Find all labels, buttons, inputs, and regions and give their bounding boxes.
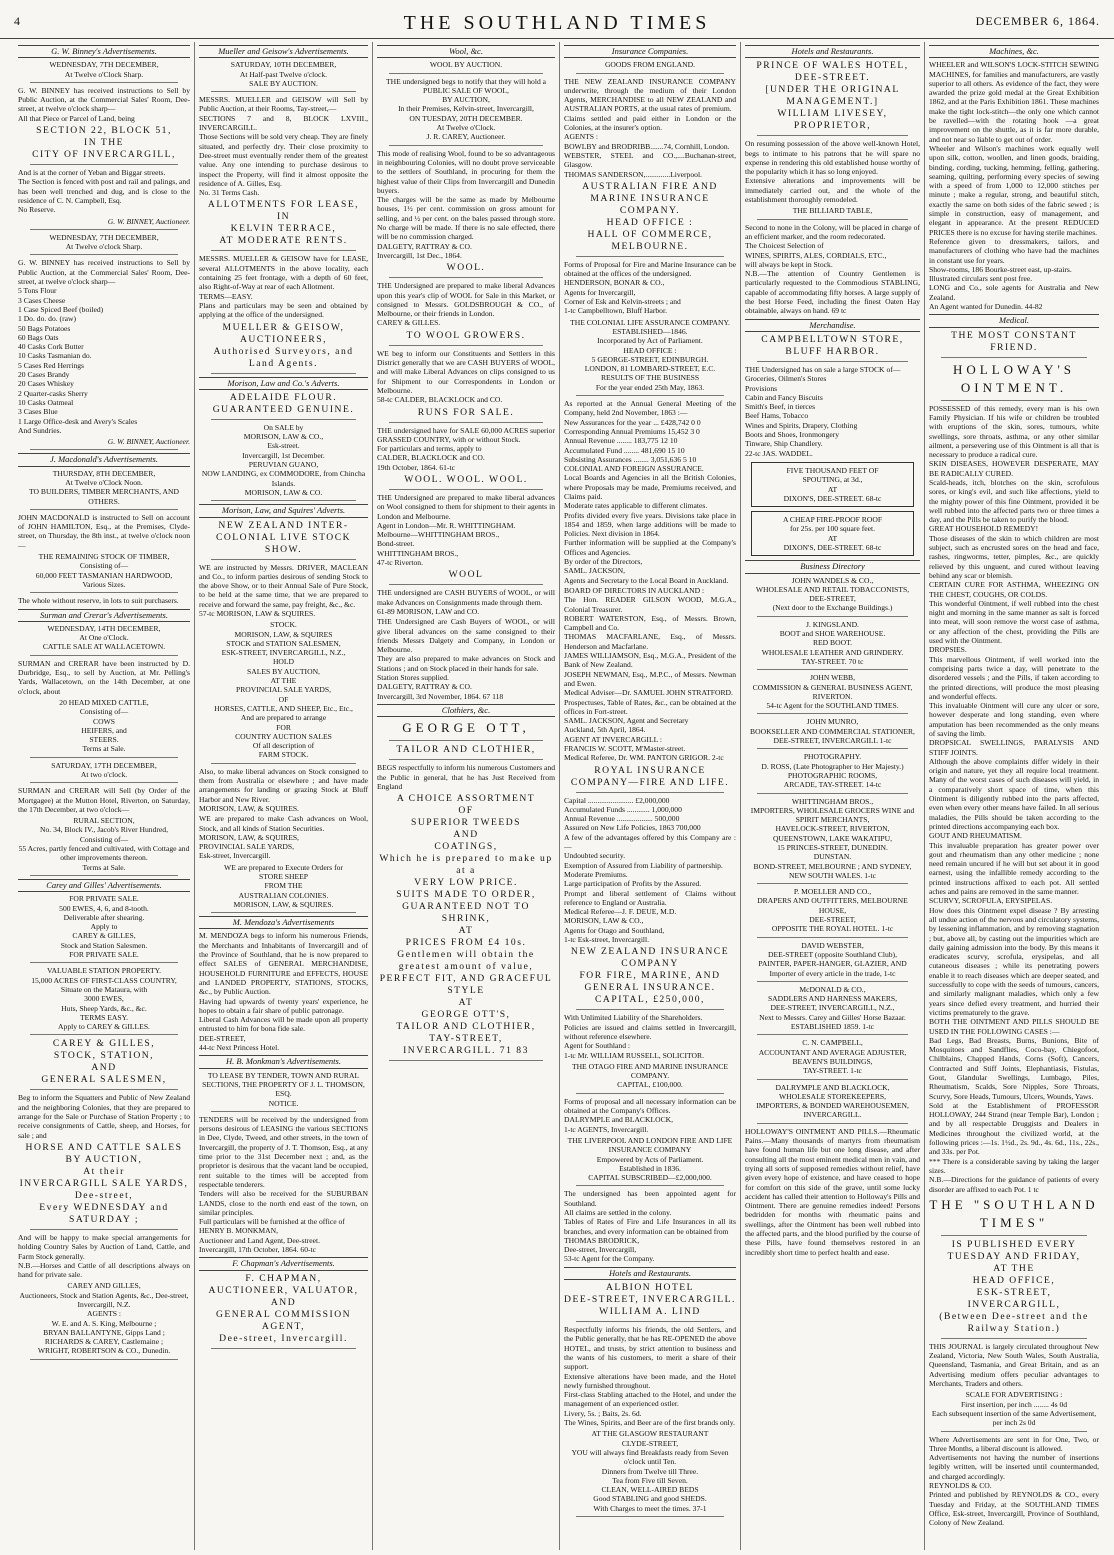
advertisement-text: ALBION HOTEL DEE-STREET, INVERCARGILL. WILLIAM A. LIND [564, 1282, 736, 1318]
advertisement-text: JOHN WEBB, COMMISSION & GENERAL BUSINESS AGENT, RIVERTON. 54-tc Agent for the SOUTHLAND TIMES. [752, 673, 913, 711]
divider [30, 592, 178, 593]
section-heading: Hotels and Restaurants. [564, 1267, 736, 1280]
divider [576, 1185, 724, 1186]
advertisement-text: THIS JOURNAL is largely circulated throughout New Zealand, Victoria, New South Wales, South Australia, Queensland, Tasmania, and Great Britain, and as an Advertising medium offers peculiar advantages to Merchants, Traders and others. [929, 1341, 1099, 1389]
advertisement-text: NEW ZEALAND INSURANCE COMPANY FOR FIRE, MARINE, AND GENERAL INSURANCE. CAPITAL, £250,000, [570, 946, 730, 1006]
divider [389, 345, 543, 346]
divider [576, 1516, 724, 1517]
section-heading: Insurance Companies. [564, 45, 736, 58]
advertisement-text: HOLLOWAY'S OINTMENT. [952, 361, 1076, 395]
section-heading: G. W. Binney's Advertisements. [18, 45, 190, 58]
advertisement-text: G. W. BINNEY, Auctioneer. [107, 216, 190, 226]
advertisement-text: WE are instructed by Messrs. DRIVER, MACLEAN and Co., to inform parties desirous of sending Stock to the above Show, or to their Annual Sale of Pure Stock, to be held at the same time, that we are prepared to receive and forward the same, pay freight, &c., &c. 57-tc MORISON, LAW & SQUIRES. [199, 562, 368, 618]
advertisement-text: 20 HEAD MIXED CATTLE, Consisting of— COWS HEIFERS, and STEERS. Terms at Sale. [59, 697, 149, 754]
divider [576, 256, 724, 257]
advertisement-text: P. MOELLER AND CO., DRAPERS AND OUTFITTERS, MELBOURNE HOUSE, DEE-STREET, OPPOSITE THE ROYAL HOTEL. 1-tc [757, 887, 908, 934]
column-5 [741, 42, 925, 1550]
advertisement-text: G. W. BINNEY, Auctioneer. [107, 437, 190, 447]
divider [576, 792, 724, 793]
advertisement-text: RUNS FOR SALE. [417, 406, 515, 418]
advertisement-text: WOOL. WOOL. WOOL. [404, 473, 528, 485]
divider [757, 219, 908, 220]
divider [389, 584, 543, 585]
divider [389, 422, 543, 423]
advertisement-text: The whole without reserve, in lots to suit purchasers. [18, 596, 179, 606]
divider [30, 1089, 178, 1090]
section-heading: Medical. [929, 314, 1099, 327]
advertisement-text: Forms of Proposal for Fire and Marine Insurance can be obtained at the offices of the undersigned. HENDERSON, BONAR & CO., Agents for Invercargill, Corner of Esk and Kelvin-streets ; and 1-tc Campbelltown, Bluff Harbor. [564, 259, 736, 316]
divider [30, 655, 178, 656]
divider [30, 82, 178, 83]
advertisement-text: A CHOICE ASSORTMENT OF SUPERIOR TWEEDS AND COATINGS, Which he is prepared to make up at a VERY LOW PRICE. SUITS MADE TO ORDER, GUARANTEED NOT TO SHRINK, AT PRICES FROM £4 10s. Gentlemen will obtain the greatest amount of value, PERFECT FIT, AND GRACEFUL STYLE AT GEORGE OTT'S, TAILOR AND CLOTHIER, TAY-STREET, INVERCARGILL. 71 83 [379, 793, 553, 1057]
advertisement-text: Second to none in the Colony, will be placed in charge of an efficient marker, and the room redecorated. The Choicest Selection of WINES, SPIRITS, ALES, CORDIALS, ETC., will always be kept in Stock. N.B.—The attention of Country Gentlemen is particularly requested to the Commodious STABLING, capable of accommodating fifty horses. A large supply of the best Horse Feed, including the finest Oaten Hay obtainable, always on hand. 69 tc [745, 222, 920, 316]
divider [941, 1235, 1087, 1236]
advertisement-text: CAMPBELLTOWN STORE, BLUFF HARBOR. [761, 333, 904, 357]
divider [211, 1111, 356, 1112]
divider [389, 489, 543, 490]
advertisement-text: VALUABLE STATION PROPERTY. 15,000 ACRES OF FIRST-CLASS COUNTRY, Situate on the Mataura, with 3000 EWES, Huts, Sheep Yards, &c., &c. TERMS EASY. Apply to CAREY & GILLES. [31, 966, 177, 1032]
advertisement-text: DALRYMPLE AND BLACKLOCK, WHOLESALE STOREKEEPERS, IMPORTERS, & BONDED WAREHOUSEMEN, INVERCARGILL. [756, 1082, 909, 1120]
advertisement-text: NEW ZEALAND INTER-COLONIAL LIVE STOCK SHOW. [215, 519, 352, 555]
advertisement-text: M. MENDOZA begs to inform his numerous Friends, the Merchants and Inhabitants of Invercargill and of the Province of Southland, that he is now prepared to effect SALES of GENERAL MERCHANDISE, HOUSEHOLD FURNITURE and EFFECTS, HOUSE and LANDED PROPERTY, STATIONS, STOCKS, &c., by Public Auction. Having had upwards of twenty years' experience, he hopes to obtain a fair share of public patronage. Liberal Cash Advances will be made upon all property entrusted to him for bona fide sale. DEE-STREET, 44-tc Next Princess Hotel. [199, 931, 368, 1053]
advertisement-text: MUELLER & GEISOW, AUCTIONEERS, Authorised Surveyors, and Land Agents. [213, 321, 354, 369]
section-heading: J. Macdonald's Advertisements. [18, 453, 190, 466]
advertisement-text: DAVID WEBSTER, DEE-STREET (opposite Southland Club), PAINTER, PAPER-HANGER, GLAZIER, AND Importer of every article in the trade, 1-tc [758, 940, 907, 978]
divider [30, 782, 178, 783]
advertisement-text: THURSDAY, 8TH DECEMBER, At Twelve o'Clock Noon. TO BUILDERS, TIMBER MERCHANTS, AND OTHERS. [29, 468, 179, 506]
advertisement-text: BEGS respectfully to inform his numerous Customers and the Public in general, that he has Just Received from England [377, 763, 555, 791]
advertisement-text: THE Undersigned are Cash Buyers of WOOL, or will give liberal advances on the same consigned to their friends Messrs Dalgety and Company, in London or Melbourne. They are also prepared to make advances on Stock and Stations ; and on Stock placed in their hands for sale. Station Stores supplied. DALGETY, RATTRAY & CO. Invercargill, 3rd November, 1864. 67 118 [377, 617, 555, 701]
section-heading: Hotels and Restaurants. [745, 45, 920, 58]
advertisement-text: TENDERS will be received by the undersigned from persons desirous of LEASING the various SECTIONS in Dee, Clyde, Tweed, and other streets, in the town of Invercargill, the property of J. T. Thomson, Esq., at any time prior to the 31st December next ; and, as the proprietor is desirous that the vacant land be occupied, rent suitable to the times will be accepted from respectable tenderers. Tenders will also be received for the SUBURBAN LANDS, close to the north end east of the town, on similar principles. Full particulars will be furnished at the office of HENRY B. MONKMAN, Auctioneer and Land Agent, Dee-street. Invercargill, 17th October, 1864. 60-tc [199, 1114, 368, 1254]
advertisement-text: On SALE by MORISON, LAW & CO., Esk-street. Invercargill, 1st December. PERUVIAN GUANO, NOW LANDING, ex COMMODORE, from Chincha Islands. MORISON, LAW & CO. [201, 422, 366, 497]
section-heading: Mueller and Geisow's Advertisements. [199, 45, 368, 58]
advertisement-text: WEDNESDAY, 7TH DECEMBER, At Twelve o'Clock Sharp. [49, 60, 159, 79]
advertisement-text: JOHN MUNRO, BOOKSELLER AND COMMERCIAL STATIONER, DEE-STREET, INVERCARGILL 1-tc [750, 717, 915, 746]
column-2 [195, 42, 373, 1550]
advertisement-text: WE beg to inform our Constituents and Settlers in this District generally that we are CASH BUYERS of WOOL, and will make Liberal Advances on clips consigned to us for Shipment to our Correspondents in London or Melbourne. 58-tc CALDER, BLACKLOCK and CO. [377, 348, 555, 405]
advertisement-text: The undersigned has been appointed agent for Southland. All claims are settled in the colony. Tables of Rates of Fire and Life Insurances in all its branches, and every information can be obtained from THOMAS BRODRICK, Dee-street, Invercargill, 53-tc Agent for the Company. [564, 1189, 736, 1264]
section-heading: F. Chapman's Advertisements. [199, 1257, 368, 1270]
advertisement-text: RURAL SECTION, No. 34, Block IV., Jacob's River Hundred, Consisting of— 55 Acres, partly fenced and cultivated, with Cottage and other improvements thereon. Terms at Sale. [18, 816, 190, 872]
divider [941, 357, 1087, 358]
divider [211, 500, 356, 501]
advertisement-text: WHITTINGHAM BROS., IMPORTERS, WHOLESALE GROCERS WINE and SPIRIT MERCHANTS, HAVELOCK-STREET, RIVERTON, QUEENSTOWN, LAKE WAKATIPU, 15 PRINCES-STREET, DUNEDIN. DUNSTAN. BOND-STREET, MELBOURNE ; AND SYDNEY, NEW SOUTH WALES. 1-tc [750, 796, 915, 880]
advertisement-text: HORSE AND CATTLE SALES BY AUCTION, At their INVERCARGILL SALE YARDS, Dee-street, Every WEDNESDAY and SATURDAY ; [19, 1141, 189, 1225]
advertisement-text: MESSRS. MUELLER & GEISOW have for LEASE, several ALLOTMENTS in the above locality, each containing 25 feet frontage, with a depth of 60 feet, also Right-of-Way at rear of each Allotment. TERMS—EASY. Plans and particulars may be seen and obtained by applying at the office of the undersigned. [199, 254, 368, 320]
advertisement-text: SATURDAY, 10TH DECEMBER, At Half-past Twelve o'clock. SALE BY AUCTION. [230, 60, 337, 88]
advertisement-text: HOLLOWAY'S OINTMENT AND PILLS.—Rheumatic Pains.—Many thousands of martyrs from rheumatism have found human life but one long disease, and after consulting all the most eminent medical men in vain, and trying all sorts of supposed remedies without relief, have given every hope of existence, and have ceased to hope for comfort on this side of the grave, until some lucky accident has called their attention to Holloway's Pills and Ointment. There are genuine remedies indeed! Persons bedridden for months with rheumatic pains and swellings, after the Ointment has been well rubbed into the affected parts, and the blood purified by the course of these Pills, have found themselves restored in an incredibly short time to perfect health and ease. [745, 1126, 920, 1257]
advertisement-text: Where Advertisements are sent in for One, Two, or Three Months, a liberal discount is allowed. Advertisements not having the number of insertions legibly written, will be inserted until countermanded, and charged accordingly. REYNOLDS & CO. Printed and published by REYNOLDS & CO., every Tuesday and Friday, at the SOUTHLAND TIMES Office, Esk-street, Invercargill, Province of Southland, Colony of New Zealand. [929, 1434, 1099, 1528]
divider [211, 91, 356, 92]
masthead: THE SOUTHLAND TIMES [403, 12, 711, 34]
advertisement-text: TAILOR AND CLOTHIER, [396, 744, 536, 756]
advertisement-text: Forms of proposal and all necessary information can be obtained at the Company's Offices. DALRYMPLE and BLACKLOCK, 1-tc AGENTS, Invercargill. [564, 1096, 736, 1134]
page-header [0, 10, 1114, 39]
advertisement-text: WEDNESDAY, 14TH DECEMBER, At One o'Clock. CATTLE SALE AT WALLACETOWN. [42, 623, 166, 652]
advertisement-text: THE "SOUTHLAND TIMES" [929, 1196, 1099, 1230]
advertisement-text: A CHEAP FIRE-PROOF ROOF for 25s. per 100 square feet. AT DIXON'S, DEE-STREET. 68-tc [751, 511, 914, 556]
section-heading: Machines, &c. [929, 45, 1099, 58]
advertisement-text: SECTION 22, BLOCK 51, IN THE CITY OF INVERCARGILL, [32, 125, 176, 161]
advertisement-text: ALLOTMENTS FOR LEASE, IN KELVIN TERRACE, AT MODERATE RENTS. [207, 199, 360, 247]
divider [211, 419, 356, 420]
advertisement-text: POSSESSED of this remedy, every man is his own Family Physician. If his wife or children be troubled with eruptions of the skin, sores, tumours, white swellings, sore throats, asthma, or any other similar ailment, a persevering use of this Ointment is all that is necessary to produce a radical cure. SKIN DISEASES, HOWEVER DESPERATE, MAY BE RADICALLY CURED. Scald-heads, itch, blotches on the skin, scrofulous sores, or king's evil, and such like affections, yield to the mighty power of this fine Ointment, provided it be well rubbed into the affected parts two or three times a day, and the Pills be taken to purify the blood. GREAT HOUSEHOLD REMEDY! Those diseases of the skin to which children are most subject, such as encrusted sores on the head and face, rashes, ringworms, tetter, pimples, &c., are quickly relieved by this unguent, and cured without leaving behind any scar or blemish. CERTAIN CURE FOR ASTHMA, WHEEZING ON THE CHEST, COUGHS, OR COLDS. This wonderful Ointment, if well rubbed into the chest night and morning in the same manner as salt is forced into meat, will soon remove the worst case of asthma, or any affection of the chest, providing the Pills are used with the Ointment. DROPSIES. This marvellous Ointment, if well worked into the comprising parts twice a day, will penetrate to the disordered vessels ; and the Pills, if taken according to the printed directions, will produce the most pleasing and wonderful effects. This invaluable Ointment will cure any ulcer or sore, however desperate and long standing, even where amputation has been recommended as the only means of saving the limb. DROPSICAL SWELLINGS, PARALYSIS AND STIFF JOINTS. Although the above complaints differ widely in their origin and nature, yet they all require local treatment. Many of the worst cases of such diseases will yield, in a comparatively short space of time, when this Ointment is diligently rubbed into the parts affected, even when every other means have failed. In all serious maladies, the Pills should be taken according to the printed directions accompanying each box. GOUT AND RHEUMATISM. This invaluable preparation has greater power over gout and rheumatism than any other medicine ; none need remain uncured if he will but set about it in good earnest, using the infallible remedy according to the printed instructions affixed to each pot. All settled aches and pains are removed in the same manner. SCURVY, SCROFULA, ERYSIPELAS. How does this Ointment expel disease ? By arresting all undue action of the nervous and circulatory systems, by lessening inflammation, and by removing stagnation ; but, above all, by casting out the impurities which are daily gaining admission into the body. By this means it eradicates scurvy, scrofula, erysipelas, and all cutaneous diseases ; while its penetrating powers enable it to reach diseases which are deeper seated, and successfully to cope with the seeds of tumours, cancers, and similarly malignant maladies, which only a few years since defied every treatment, and hurried their victims prematurely to the grave. BOTH THE OINTMENT AND PILLS SHOULD BE USED IN THE FOLLOWING CASES :— Bad Legs, Bad Breasts, Burns, Bunions, Bite of Mosquitoes and Sandflies, Coco-bay, Chiegofoot, Chilblains, Chapped Hands, Corns (Soft), Cancers, Contracted and Stiff Joints, Elephantiasis, Fistulas, Gout, Glandular Swellings, Lumbago, Piles, Rheumatism, Scalds, Sore Nipples, Sore Throats, Scurvy, Sore Heads, Tumours, Ulcers, Wounds, Yaws. Sold at the Establishment of PROFESSOR HOLLOWAY, 244 Strand (near Temple Bar), London ; and by all respectable Druggists and Dealers in Medicines throughout the civilized world, at the following prices :—1s. 1½d., 2s. 9d., 4s. 6d., 11s., 22s., and 33s. per Pot. *** There is a considerable saving by taking the larger sizes. N.B.—Directions for the guidance of patients of every disorder are affixed to each Pot. 1 tc [929, 403, 1099, 1194]
divider [211, 373, 356, 374]
advertisement-text: SCALE FOR ADVERTISING : First insertion, per inch ........ 4s 0d Each subsequent insertion of the same Advertisement, per inch 2s 0d [931, 1390, 1097, 1428]
divider [389, 145, 543, 146]
advertisement-text: GEORGE OTT, [402, 720, 530, 736]
advertisement-text: On resuming possession of the above well-known Hotel, begs to intimate to his patrons that he will spare no expense in rendering this old established house worthy of the popularity which it has so long enjoyed. Extensive alterations and improvements will be immediately carried out, and the whole of the establishment thoroughly remodeled. [745, 139, 920, 205]
advertisement-text: Capital ........................ £2,000,000 Accumulated Funds ............ 1,000,000 Annual Revenue ................... 500,000 Assured on New Life Policies, 1863 700,000 A few of the advantages offered by this Company are :— Undoubted security. Exemption of Assured from Liability of partnership. Moderate Premiums. Large participation of Profits by the Assured. Prompt and liberal settlement of Claims without reference to England or Australia. Medical Referee—J. F. DEUE, M.D. MORISON, LAW & CO., Agents for Otago and Southland, 1-tc Esk-street, Invercargill. [564, 795, 736, 945]
advertisement-text: WE are prepared to make Cash advances on Wool, Stock, and all kinds of Station Securities. MORISON, LAW, & SQUIRES, PROVINCIAL SALE YARDS, Esk-street, Invercargill. [199, 814, 368, 861]
advertisement-text: THE LIVERPOOL AND LONDON FIRE AND LIFE INSURANCE COMPANY Empowered by Acts of Parliament. Established in 1836. CAPITAL SUBSCRIBED—£2,000,000. [567, 1135, 733, 1183]
divider [941, 1431, 1087, 1432]
divider [757, 937, 908, 938]
divider [211, 1348, 356, 1349]
divider [941, 400, 1087, 401]
divider [757, 981, 908, 982]
divider [30, 875, 178, 876]
divider [389, 277, 543, 278]
advertisement-text: JOHN MACDONALD is instructed to Sell on account of JOHN HAMILTON, Esq., at the Premises, Clyde-street, on Thursday, the 8th inst., at twelve o'clock noon— [18, 512, 190, 550]
divider [757, 361, 908, 362]
advertisement-text: THE Undersigned are prepared to make liberal Advances upon this year's clip of WOOL for Sale in this Market, or consigned to Messrs. GOLDSBROUGH & CO., of Melbourne, or their friends in London. CAREY & GILLES. [377, 281, 555, 328]
advertisement-text: WOOL [448, 569, 484, 581]
advertisement-text: THE REMAINING STOCK OF TIMBER, Consisting of— 60,000 FEET TASMANIAN HARDWOOD, Various Sizes. [35, 552, 173, 589]
advertisement-text: PRINCE OF WALES HOTEL, DEE-STREET. [UNDER THE ORIGINAL MANAGEMENT.] WILLIAM LIVESEY, PROPRIETOR, [756, 60, 909, 132]
divider [211, 250, 356, 251]
divider [757, 669, 908, 670]
divider [389, 759, 543, 760]
divider [30, 1034, 178, 1035]
divider [576, 1009, 724, 1010]
advertisement-text: With Unlimited Liability of the Shareholders. Policies are issued and claims settled in Invercargill, without reference elsewhere. Agent for Southland : 1-tc Mr. WILLIAM RUSSELL, SOLICITOR. [564, 1013, 736, 1060]
divider [757, 883, 908, 884]
column-6 [925, 42, 1103, 1550]
section-heading: Carey and Gilles' Advertisements. [18, 879, 190, 892]
divider [757, 135, 908, 136]
divider [30, 962, 178, 963]
divider [30, 1359, 178, 1360]
divider [757, 616, 908, 617]
divider [30, 509, 178, 510]
advertisement-text: And is at the corner of Yeban and Biggar streets. The Section is fenced with post and rail and palings, and has been well trenched and dug, and is close to the residence of C. N. Campbell, Esq. No Reserve. [18, 168, 190, 215]
advertisement-text: STOCK. MORISON, LAW, & SQUIRES STOCK and STATION SALESMEN, ESK-STREET, INVERCARGILL, N.Z., HOLD SALES BY AUCTION, AT THE PROVINCIAL SALE YARDS, OF HORSES, CATTLE, AND SHEEP, Etc., Etc., And are prepared to arrange FOR COUNTRY AUCTION SALES Of all description of FARM STOCK. [214, 620, 353, 760]
advertisement-text: WOOL. [446, 262, 486, 274]
advertisement-text: SURMAN and CRERAR will Sell (by Order of the Mortgagee) at the Mutton Hotel, Riverton, on Saturday, the 17th December, at two o'clock— [18, 786, 190, 814]
column-3 [373, 42, 560, 1550]
advertisement-text: Respectfully informs his friends, the old Settlers, and the Public generally, that he has RE-OPENED the above HOTEL, and trusts, by strict attention to business and the wants of his customers, to merit a share of their support. Extensive alterations have been made, and the Hotel newly furnished throughout. First-class Stabling attached to the Hotel, and under the management of an experienced ostler. Livery, 5s. ; Baits, 2s. 6d. The Wines, Spirits, and Beer are of the first brands only. [564, 1325, 736, 1428]
divider [757, 748, 908, 749]
section-heading: Wool, &c. [377, 45, 555, 58]
advertisement-text: TO LEASE BY TENDER, TOWN AND RURAL SECTIONS, THE PROPERTY OF J. L. THOMSON, ESQ. NOTICE. [202, 1070, 365, 1108]
divider [576, 1321, 724, 1322]
advertisement-text: AT THE GLASGOW RESTAURANT CLYDE-STREET, YOU will always find Breakfasts ready from Seven o'clock until Ten. Dinners from Twelve till Three. Tea from Five till Seven. CLEAN, WELL-AIRED BEDS Good STABLING and good SHEDS. With Charges to meet the times. 37-1 [571, 1429, 729, 1513]
advertisement-text: CAREY AND GILLES, Auctioneers, Stock and Station Agents, &c., Dee-street, Invercargill, N.Z. AGENTS : W. E. and A. S. King, Melbourne ; BRYAN BALLANTYNE, Gipps Land ; RICHARDS & CAREY, Castlemaine ; WRIGHT, ROBERTSON & CO., Dunedin. [19, 1281, 189, 1356]
advertisement-text: WHEELER and WILSON'S LOCK-STITCH SEWING MACHINES, for families and manufacturers, are vastly superior to all others. As evidence of the fact, they were awarded the prize gold medal at the Great Exhibition 1862, and at the Paris Exhibition 1861. These machines make the tight lock-stitch—the only one which cannot be ravelled—with the rotating hook —a great improvement on the shuttle, as it is far more durable, and not near so liable to get out of order. Wheeler and Wilson's machines work equally well upon silk, cotton, woollen, and linen goods, braiding, binding, cording, tucking, hemming, felling, gathering, seaming, quilting, performing every species of sewing with a speed of from 1,000 to 12,000 stitches per minute ; make a regular, strong, and beautiful stitch, exactly the same on both sides of the fabric sewed ; is simple in construction, easy of management, and elegant in appearance. At the present REDUCED PRICES there is no excuse for having sterile machines. Reference given to dressmakers, tailors, and manufacturers of clothing who have had the machines in constant use for years. Show-rooms, 186 Bourke-street east, up-stairs. Illustrated circulars sent post free. LONG and Co., sole agents for Australia and New Zealand. An Agent wanted for Dunedin. 44-82 [929, 60, 1099, 312]
advertisement-text: J. KINGSLAND. BOOT and SHOE WAREHOUSE. RED BOOT. WHOLESALE LEATHER AND GRINDERY. TAY-STREET. 70 tc [761, 619, 904, 666]
divider [757, 1123, 908, 1124]
advertisement-text: Beg to inform the Squatters and Public of New Zealand and the neighboring Colonies, that they are prepared to arrange for the Sale or Purchase of Station Property ; to receive consignments of Cattle, sheep, and Horses, for sale ; and [18, 1093, 190, 1140]
advertisement-text: G. W. BINNEY has received instructions to Sell by Public Auction, at the Commercial Sales' Room, Dee-street, at twelve o'clock sharp— All that Piece or Parcel of Land, being [18, 85, 190, 123]
advertisement-text: WOOL BY AUCTION. [429, 60, 503, 70]
advertisement-text: THE Undersigned are prepared to make liberal advances on Wool consigned to them for shipment to their agents in London and Melbourne. Agent in London—Mr. R. WHITTINGHAM. Melbourne—WHITTINGHAM BROS., Bond-street. WHITTINGHAM BROS., 47-tc Riverton. [377, 492, 555, 568]
advertisement-text: PHOTOGRAPHY. D. ROSS, (Late Photographer to Her Majesty.) PHOTOGRAPHIC ROOMS, ARCADE, TAY-STREET. 14-tc [761, 752, 904, 790]
column-1 [14, 42, 195, 1550]
divider [30, 757, 178, 758]
divider [30, 229, 178, 230]
advertisement-text: GOODS FROM ENGLAND. [604, 60, 696, 70]
advertisement-text: WE are prepared to Execute Orders for STORE SHEEP FROM THE AUSTRALIAN COLONIES. MORISON, LAW, & SQUIRES. [224, 862, 343, 909]
advertisement-text: THE undersigned have for SALE 60,000 ACRES superior GRASSED COUNTRY, with or without Stock. For particulars and terms, apply to CALDER, BLACKLOCK and CO. 19th October, 1864. 61-tc [377, 425, 555, 472]
advertisement-text: TO WOOL GROWERS. [406, 329, 526, 341]
section-heading: Morison, Law, and Squires' Adverts. [199, 504, 368, 517]
divider [757, 793, 908, 794]
advertisement-text: CAREY & GILLES, STOCK, STATION, AND GENERAL SALESMEN, [41, 1038, 167, 1086]
advertisement-text: THE undersigned begs to notify that they will hold a PUBLIC SALE OF WOOL, BY AUCTION, In their Premises, Kelvin-street, Invercargill, ON TUESDAY, 20TH DECEMBER. At Twelve o'Clock. J. R. CAREY, Auctioneer. [385, 76, 547, 142]
divider [30, 449, 178, 450]
advertisement-text: As reported at the Annual General Meeting of the Company, held 2nd November, 1863 :— New Assurances for the year ... £428,742 0 0 Corresponding Annual Premiums 15,452 3 0 Annual Revenue ........ 183,775 12 10 Accumulated Fund ........ 481,690 15 10 Subsisting Assurances ........ 3,051,636 5 10 COLONIAL AND FOREIGN ASSURANCE. Local Boards and Agencies in all the British Colonies, where Proposals may be made, Premiums received, and Claims paid. Moderate rates applicable to different climates. Profits divided every five years. Divisions take place in 1854 and 1859, when large additions will be made to Policies. Next division in 1864. Further information will be supplied at the Company's Offices and Agencies. By order of the Directors, SAML. JACKSON, Agents and Secretary to the Local Board in Auckland. [564, 399, 736, 585]
divider [30, 164, 178, 165]
advertisement-text: THE COLONIAL LIFE ASSURANCE COMPANY. ESTABLISHED—1846. Incorporated by Act of Parliament. HEAD OFFICE : 5 GEORGE-STREET, EDINBURGH. LONDON, 81 LOMBARD-STREET, E.C. RESULTS OF THE BUSINESS For the year ended 25th May, 1863. [570, 317, 730, 392]
section-heading: Merchandise. [745, 319, 920, 332]
divider [941, 1338, 1087, 1339]
advertisement-text: WEDNESDAY, 7TH DECEMBER, At Twelve o'clock Sharp. [49, 232, 159, 252]
advertisement-text: FOR PRIVATE SALE. 500 EWES, 4, 6, and 8-tooth. Deliverable after shearing. Apply to CAREY & GILLES, Stock and Station Salesmen. FOR PRIVATE SALE. [59, 894, 149, 960]
divider [757, 1034, 908, 1035]
advertisement-text: SATURDAY, 17TH DECEMBER, At two o'clock. [51, 760, 157, 779]
advertisement-text: F. CHAPMAN, AUCTIONEER, VALUATOR, AND GENERAL COMMISSION AGENT, Dee-street, Invercargill. [208, 1272, 359, 1344]
advertisement-text: BOARD OF DIRECTORS IN AUCKLAND : The Hon. READER GILSON WOOD, M.G.A., Colonial Treasurer. ROBERT WATERSTON, Esq., of Messrs. Brown, Campbell and Co. THOMAS MACFARLANE, Esq., of Messrs. Henderson and Macfarlane. JAMES WILLIAMSON, Esq., M.G.A., President of the Bank of New Zealand. JOSEPH NEWMAN, Esq., M.P.C., of Messrs. Newman and Ewen. Medical Adviser—Dr. SAMUEL JOHN STRATFORD. Prospectuses, Table of Rates, &c., can be obtained at the offices in Fort-street. SAML. JACKSON, Agent and Secretary Auckland, 5th April, 1864. AGENT AT INVERCARGILL : FRANCIS W. SCOTT, M'Master-street. Medical Referee, Dr. WM. PANTON GRIGOR. 2-tc [564, 585, 736, 763]
section-heading: M. Mendoza's Advertisements [199, 916, 368, 929]
section-heading: H. B. Monkman's Advertisements. [199, 1055, 368, 1068]
page-number: 4 [14, 14, 20, 28]
advertisement-text: This mode of realising Wool, found to be so advantageous in neighbouring Colonies, will no doubt prove serviceable to the settlers of Southland, in procuring for them the highest value of their Clips from Invercargill and Dunedin buyers. The charges will be the same as made by Melbourne houses, 1½ per cent. commission on gross amount for selling, and ½ per cent. on the bales passed through store. No charge will be made. If there is no sale effected, there will be no commission charged. DALGETY, RATTRAY & CO. Invercargill, 1st Dec., 1864. [377, 148, 555, 260]
divider [30, 254, 178, 255]
advertisement-text: MESSRS. MUELLER and GEISOW will Sell by Public Auction, at their Rooms, Tay-street,— SECTIONS 7 and 8, BLOCK LXVIII., INVERCARGILL. Those Sections will be sold very cheap. They are finely situated, and perfectly dry. Their close proximity to Dee-street must eventually render them of the greatest value. Any one intending to purchase desirous to inspect the Property, will find it almost opposite the residence of A. Gilles, Esq. No. 31 Terms Cash. [199, 95, 368, 198]
advertisement-text: THE OTAGO FIRE AND MARINE INSURANCE COMPANY. CAPITAL, £100,000. [571, 1061, 729, 1090]
advertisement-text: G. W. BINNEY has received instructions to Sell by Public Auction, at the Commercial Sales' Room, Dee-street, at twelve o'clock sharp— 5 Tons Flour 3 Cases Cheese 1 Case Spiced Beef (boiled) 1 Do. do. do. (raw) 50 Bags Potatoes 60 Bags Oats 40 Casks Cork Butter 10 Casks Tasmanian do. 5 Cases Red Herrings 20 Cases Brandy 20 Cases Whiskey 2 Quarter-casks Sherry 10 Casks Oatmeal 3 Cases Blue 1 Large Office-desk and Avery's Scales And Sundries. [18, 258, 190, 435]
advertisement-text: C. N. CAMPBELL, ACCOUNTANT AND AVERAGE ADJUSTER, BEAVEN'S BUILDINGS, TAY-STREET. 1-tc [758, 1038, 907, 1076]
section-heading: Surman and Crerar's Advertisements. [18, 609, 190, 622]
divider [757, 713, 908, 714]
divider [211, 912, 356, 913]
advertisement-text: And will be happy to make special arrangements for holding Country Sales by Auction of Land, Cattle, and Farm Stock generally. N.B.—Horses and Cattle of all descriptions always on hand for private sale. [18, 1232, 190, 1280]
divider [576, 73, 724, 74]
divider [211, 763, 356, 764]
section-heading: Morison, Law and Co.'s Adverts. [199, 377, 368, 390]
advertisement-text: THE NEW ZEALAND INSURANCE COMPANY underwrite, through the medium of their London Agents, MERCHANDISE to all NEW ZEALAND and AUSTRALIAN PORTS, at the usual rates of premium. Claims settled and paid either in London or the Colonies, at the insurer's option. AGENTS : BOWLBY and BRODRIBB.......74, Cornhill, London. WEBSTER, STEEL and CO.,....Buchanan-street, Glasgow. THOMAS SANDERSON,.............Liverpool. [564, 76, 736, 179]
divider [389, 740, 543, 741]
column-4 [560, 42, 741, 1550]
section-heading: Clothiers, &c. [377, 704, 555, 717]
advertisement-text: THE BILLIARD TABLE, [792, 206, 873, 216]
advertisement-text: FIVE THOUSAND FEET OF SPOUTING, at 3d., AT DIXON'S, DEE-STREET. 68-tc [751, 462, 914, 507]
advertisement-text: JOHN WANDELS & CO., WHOLESALE AND RETAIL TOBACCONISTS, DEE-STREET, (Next door to the Exchange Buildings.) [755, 575, 910, 613]
advertisement-text: Also, to make liberal advances on Stock consigned to them from Australia or elsewhere ; and have made arrangements for landing or grazing Stock at Bluff Harbor and New River. MORISON, LAW, & SQUIRES. [199, 766, 368, 813]
divider [757, 1079, 908, 1080]
advertisement-text: IS PUBLISHED EVERY TUESDAY AND FRIDAY, AT THE HEAD OFFICE, ESK-STREET, INVERCARGILL, (Between Dee-street and the Railway Station.) [939, 1238, 1089, 1334]
advertisement-text: THE undersigned are CASH BUYERS of WOOL, or will make Advances on Consignments made through them. 61-89 MORISON, LAW and CO. [377, 588, 555, 616]
divider [389, 1060, 543, 1061]
advertisement-text: McDONALD & CO., SADDLERS AND HARNESS MAKERS, DEE-STREET, INVERCARGILL, N.Z., Next to Messrs. Carey and Gilles' Horse Bazaar. ESTABLISHED 1859. 1-tc [759, 984, 906, 1032]
section-heading: Business Directory [745, 560, 920, 573]
advertisement-text: THE MOST CONSTANT FRIEND. [951, 329, 1077, 353]
advertisement-text: THE Undersigned has on sale a large STOCK of— Groceries, Oilmen's Stores Provisions Cabin and Fancy Biscuits Smith's Beef, in tierces Beef Hams, Tobacco Wines and Spirits, Drapery, Clothing Boots and Shoes, Ironmongery Tinware, Ship Chandlery. 22-tc JAS. WADDEL. [745, 364, 901, 458]
divider [211, 559, 356, 560]
divider [389, 73, 543, 74]
advertisement-text: AUSTRALIAN FIRE AND MARINE INSURANCE COMPANY. HEAD OFFICE : HALL OF COMMERCE, MELBOURNE. [582, 180, 718, 252]
issue-date: DECEMBER 6, 1864. [975, 14, 1100, 28]
advertisement-text: ADELAIDE FLOUR. GUARANTEED GENUINE. [212, 391, 355, 415]
divider [576, 1093, 724, 1094]
advertisement-text: ROYAL INSURANCE COMPANY—FIRE AND LIFE. [570, 764, 730, 788]
divider [576, 395, 724, 396]
divider [30, 1229, 178, 1230]
advertisement-text: SURMAN and CRERAR have been instructed by D. Durbridge, Esq., to sell by Auction, at Mr. Pelling's Yards, Wallacetown, on the 14th December, at one o'clock, about [18, 658, 190, 696]
